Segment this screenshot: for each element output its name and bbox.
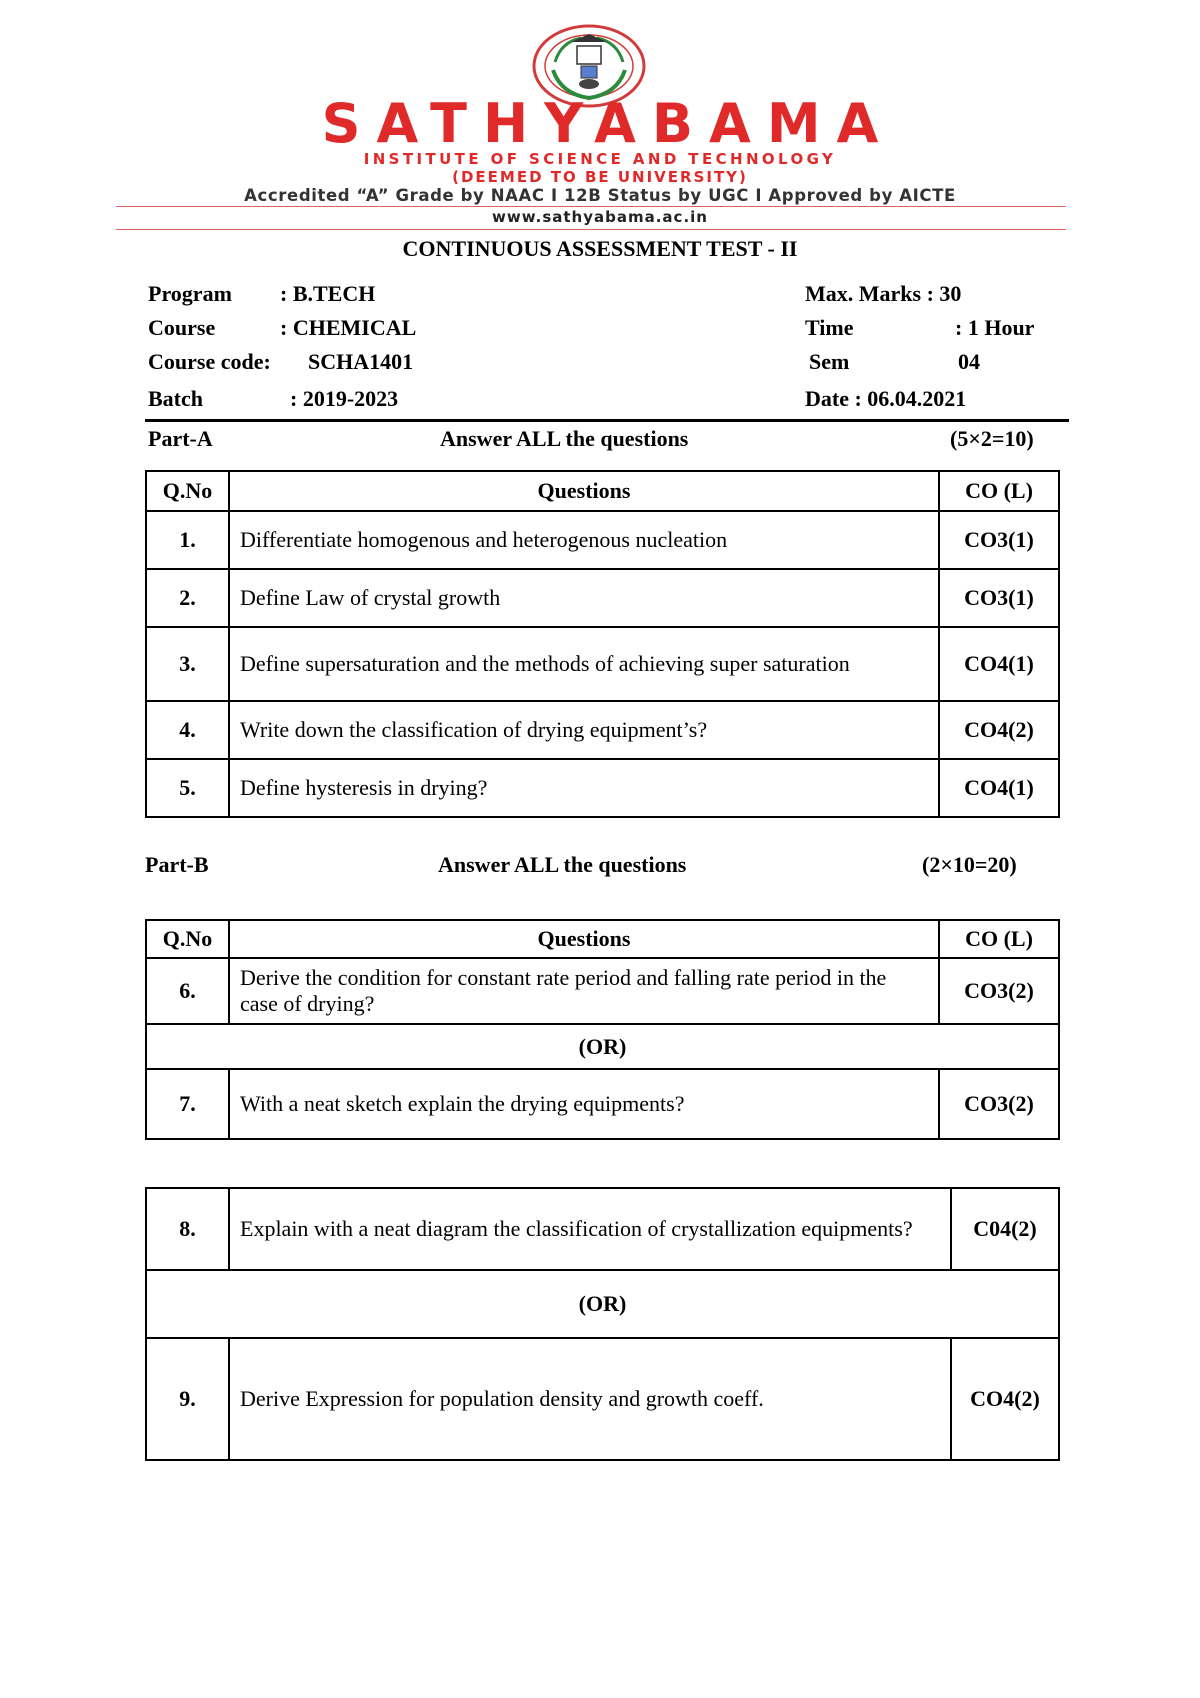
course-outcome: CO4(1) <box>939 759 1059 817</box>
or-row <box>146 1024 1059 1069</box>
question-number: 4. <box>146 701 229 759</box>
institution-status: (DEEMED TO BE UNIVERSITY) <box>452 168 748 186</box>
table-row <box>146 569 1059 627</box>
part-b-table-2 <box>145 1187 1060 1461</box>
institution-accreditation: Accredited “A” Grade by NAAC I 12B Status by UGC I Approved by AICTE <box>244 186 956 205</box>
course-outcome: CO3(1) <box>939 511 1059 569</box>
course-outcome: CO3(2) <box>939 1069 1059 1139</box>
questions-header: Questions <box>229 471 939 511</box>
table-row <box>146 759 1059 817</box>
course-outcome: CO4(2) <box>939 701 1059 759</box>
course-value: : CHEMICAL <box>280 315 417 340</box>
question-number: 6. <box>146 958 229 1024</box>
question-number: 3. <box>146 627 229 701</box>
question-number: 5. <box>146 759 229 817</box>
question-text: Define supersaturation and the methods of achieving super saturation <box>229 627 939 701</box>
batch-value: : 2019-2023 <box>290 386 399 411</box>
question-text: With a neat sketch explain the drying equipments? <box>229 1069 939 1139</box>
part-a-marks: (5×2=10) <box>950 426 1034 451</box>
part-a-table <box>145 470 1060 818</box>
table-row <box>146 1338 1059 1460</box>
question-number: 2. <box>146 569 229 627</box>
sem-label: Sem <box>809 349 850 374</box>
course-outcome: CO3(1) <box>939 569 1059 627</box>
part-b-marks: (2×10=20) <box>922 852 1017 877</box>
table-row <box>146 1188 1059 1270</box>
course-outcome: CO3(2) <box>939 958 1059 1024</box>
table-row <box>146 511 1059 569</box>
exam-date: Date : 06.04.2021 <box>805 386 967 411</box>
max-marks: Max. Marks : 30 <box>805 281 962 306</box>
program-value: : B.TECH <box>280 281 376 306</box>
course-outcome: CO4(2) <box>951 1338 1059 1460</box>
qno-header: Q.No <box>146 920 229 958</box>
part-a-instruction: Answer ALL the questions <box>440 426 689 451</box>
course-outcome: C04(2) <box>951 1188 1059 1270</box>
course-code-label: Course code: <box>148 349 271 374</box>
question-number: 9. <box>146 1338 229 1460</box>
table-row <box>146 701 1059 759</box>
course-label: Course <box>148 315 216 340</box>
or-separator: (OR) <box>146 1024 1059 1069</box>
institution-subtitle: INSTITUTE OF SCIENCE AND TECHNOLOGY <box>363 150 837 168</box>
questions-header: Questions <box>229 920 939 958</box>
or-row <box>146 1270 1059 1338</box>
time-label: Time <box>805 315 854 340</box>
header-divider <box>116 229 1066 230</box>
part-a-label: Part-A <box>148 426 213 451</box>
table-header-row <box>146 471 1059 511</box>
table-row <box>146 1069 1059 1139</box>
question-text: Define hysteresis in drying? <box>229 759 939 817</box>
or-separator: (OR) <box>146 1270 1059 1338</box>
question-text: Write down the classification of drying equipment’s? <box>229 701 939 759</box>
sem-value: 04 <box>958 349 980 374</box>
part-b-label: Part-B <box>145 852 209 877</box>
part-b-table-1 <box>145 919 1060 1140</box>
institution-name: SATHYABAMA <box>321 92 895 155</box>
question-text: Derive Expression for population density and growth coeff. <box>229 1338 951 1460</box>
batch-label: Batch <box>148 386 203 411</box>
table-row <box>146 627 1059 701</box>
question-text: Differentiate homogenous and heterogenous nucleation <box>229 511 939 569</box>
qno-header: Q.No <box>146 471 229 511</box>
program-label: Program <box>148 281 232 306</box>
question-text: Derive the condition for constant rate period and falling rate period in the case of drying? <box>229 958 939 1024</box>
question-text: Explain with a neat diagram the classification of crystallization equipments? <box>229 1188 951 1270</box>
header-divider <box>116 206 1066 207</box>
institution-website: www.sathyabama.ac.in <box>492 208 708 226</box>
time-value: : 1 Hour <box>955 315 1035 340</box>
question-text: Define Law of crystal growth <box>229 569 939 627</box>
course-code-value: SCHA1401 <box>308 349 414 374</box>
part-b-instruction: Answer ALL the questions <box>438 852 687 877</box>
question-number: 7. <box>146 1069 229 1139</box>
course-outcome: CO4(1) <box>939 627 1059 701</box>
section-divider <box>145 419 1069 422</box>
table-row <box>146 958 1059 1024</box>
co-header: CO (L) <box>939 920 1059 958</box>
table-header-row <box>146 920 1059 958</box>
co-header: CO (L) <box>939 471 1059 511</box>
exam-title: CONTINUOUS ASSESSMENT TEST - II <box>402 236 798 261</box>
question-number: 8. <box>146 1188 229 1270</box>
question-number: 1. <box>146 511 229 569</box>
